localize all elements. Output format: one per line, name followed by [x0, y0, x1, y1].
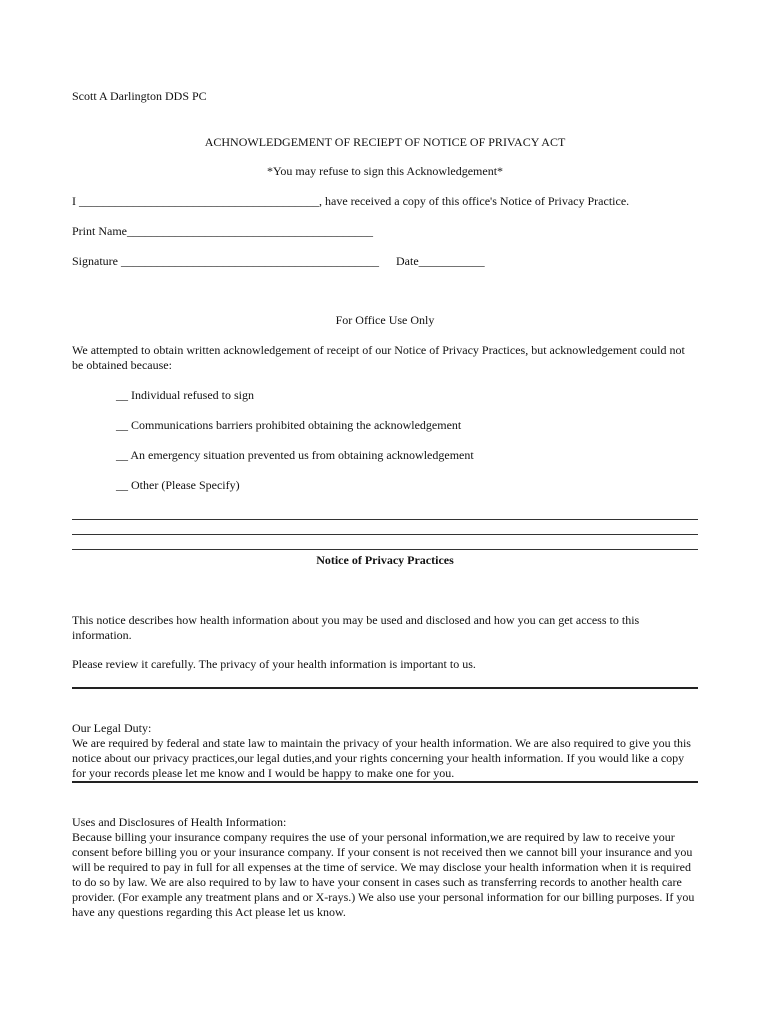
option-refused[interactable]: __ Individual refused to sign — [116, 388, 254, 402]
option-communication-barriers[interactable]: __ Communications barriers prohibited obtaining the acknowledgement — [116, 418, 462, 432]
date-field[interactable]: Date___________ — [396, 254, 485, 268]
legal-duty-body: We are required by federal and state law to maintain the privacy of your health information. We are also required to give you this notice about our privacy practices,our legal duties,and your rights concerning your health information. If you would like a copy for your records please let me know and I would be happy to make one for you. — [72, 736, 691, 780]
office-use-heading: For Office Use Only — [335, 313, 435, 327]
divider — [72, 687, 698, 689]
review-note: Please review it carefully. The privacy of your health information is important to us. — [72, 657, 476, 671]
specify-line-2[interactable] — [72, 534, 698, 535]
notice-description: This notice describes how health information about you may be used and disclosed and how you can get access to this information. — [72, 613, 640, 642]
refuse-note: *You may refuse to sign this Acknowledgement* — [266, 164, 504, 178]
uses-body: Because billing your insurance company requires the use of your personal information,we are required by law to receive your consent before billing you or your insurance company. If your consent is not received then we cannot bill your insurance and you will be required to pay in full for all expenses at the time of service. We may disclose your health information when it is required to do so by law. We are also required to by law to have your consent in cases such as transferring records to another health care provider. (For example any treatment plans and or X-rays.) We also use your personal information for our billing purposes. If you have any questions regarding this Act please let us know. — [72, 830, 695, 919]
legal-duty-heading: Our Legal Duty: — [72, 721, 152, 735]
form-title: ACHNOWLEDGEMENT OF RECIEPT OF NOTICE OF PRIVACY ACT — [204, 135, 566, 149]
specify-line-1[interactable] — [72, 519, 698, 520]
notice-title: Notice of Privacy Practices — [316, 553, 454, 567]
divider — [72, 781, 698, 783]
signature-field[interactable]: Signature ___________________________________________ — [72, 254, 379, 268]
uses-heading: Uses and Disclosures of Health Information: — [72, 815, 287, 829]
option-other[interactable]: __ Other (Please Specify) — [116, 478, 240, 492]
specify-line-3[interactable] — [72, 549, 698, 550]
office-use-intro: We attempted to obtain written acknowledgement of receipt of our Notice of Privacy Practices, but acknowledgement could not be obtained because: — [72, 343, 685, 372]
option-emergency[interactable]: __ An emergency situation prevented us from obtaining acknowledgement — [116, 448, 474, 462]
acknowledgement-line[interactable]: I ________________________________________, have received a copy of this office's Notice of Privacy Practice. — [72, 194, 630, 208]
print-name-field[interactable]: Print Name_________________________________________ — [72, 224, 373, 238]
practice-name: Scott A Darlington DDS PC — [72, 89, 207, 103]
